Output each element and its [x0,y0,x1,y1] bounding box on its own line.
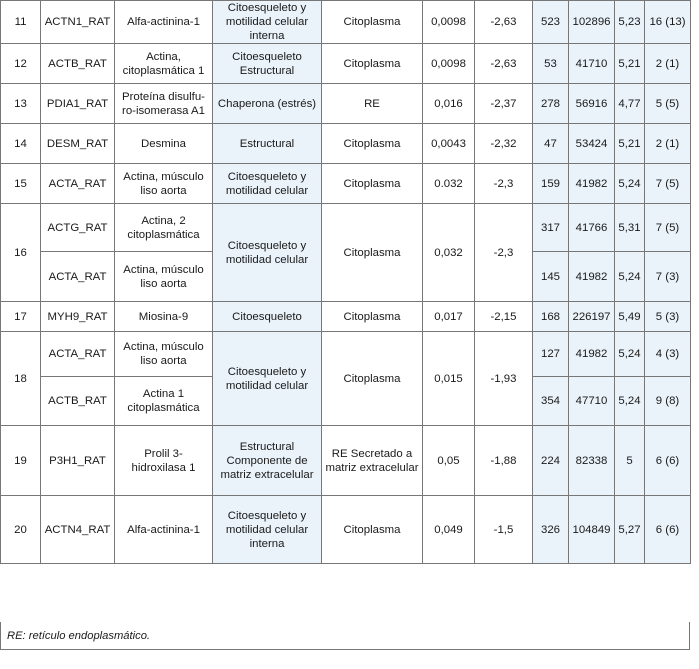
molecular-weight: 47710 [569,377,615,426]
protein-name: Actina, 2 citoplasmática [115,204,213,252]
peptides: 7 (5) [645,204,691,252]
peptides: 2 (1) [645,44,691,84]
p-value: 0,05 [423,426,475,496]
protein-location: Citoplasma [322,124,423,164]
score: 317 [533,204,569,252]
molecular-weight: 41982 [569,252,615,302]
fold-change: -2,32 [475,124,533,164]
molecular-weight: 102896 [569,1,615,44]
fold-change: -2,63 [475,1,533,44]
protein-location: Citoplasma [322,332,423,426]
table-row [1,204,691,252]
isoelectric-point: 5 [615,426,645,496]
table-row [1,426,691,496]
protein-name: Desmina [115,124,213,164]
score: 53 [533,44,569,84]
protein-name: Prolil 3-hidroxilasa 1 [115,426,213,496]
isoelectric-point: 4,77 [615,84,645,124]
fold-change: -1,93 [475,332,533,426]
protein-id: ACTA_RAT [41,164,115,204]
isoelectric-point: 5,21 [615,44,645,84]
row-number: 19 [1,426,41,496]
peptides: 4 (3) [645,332,691,377]
peptides: 6 (6) [645,496,691,564]
row-number: 17 [1,302,41,332]
peptides: 9 (8) [645,377,691,426]
p-value: 0,0043 [423,124,475,164]
protein-name: Actina, citoplasmática 1 [115,44,213,84]
protein-name: Actina, músculo liso aorta [115,332,213,377]
peptides: 7 (5) [645,164,691,204]
score: 326 [533,496,569,564]
protein-location: Citoplasma [322,44,423,84]
p-value: 0,016 [423,84,475,124]
protein-function: Citoesqueleto y motilidad celular interna [213,496,322,564]
protein-location: RE Secretado a matriz extracelular [322,426,423,496]
p-value: 0,0098 [423,44,475,84]
protein-location: RE [322,84,423,124]
p-value: 0,049 [423,496,475,564]
protein-name: Actina, músculo liso aorta [115,252,213,302]
score: 168 [533,302,569,332]
table-footnote: RE: retículo endoplasmático. [0,622,690,650]
fold-change: -2,3 [475,164,533,204]
row-number: 11 [1,1,41,44]
molecular-weight: 53424 [569,124,615,164]
fold-change: -2,15 [475,302,533,332]
molecular-weight: 56916 [569,84,615,124]
row-number: 16 [1,204,41,302]
protein-id: DESM_RAT [41,124,115,164]
table-row [1,84,691,124]
score: 523 [533,1,569,44]
protein-location: Citoplasma [322,496,423,564]
isoelectric-point: 5,21 [615,124,645,164]
protein-function: Citoesqueleto y motilidad celular [213,332,322,426]
score: 354 [533,377,569,426]
protein-function: Citoesqueleto y motilidad celular [213,204,322,302]
molecular-weight: 41982 [569,164,615,204]
row-number: 20 [1,496,41,564]
p-value: 0,017 [423,302,475,332]
score: 47 [533,124,569,164]
protein-id: ACTA_RAT [41,252,115,302]
peptides: 16 (13) [645,1,691,44]
protein-function: Citoesqueleto [213,302,322,332]
peptides: 6 (6) [645,426,691,496]
table-row [1,124,691,164]
p-value: 0,015 [423,332,475,426]
protein-id: ACTG_RAT [41,204,115,252]
protein-location: Citoplasma [322,204,423,302]
p-value: 0,0098 [423,1,475,44]
protein-id: ACTB_RAT [41,44,115,84]
score: 224 [533,426,569,496]
protein-name: Alfa-actinina-1 [115,496,213,564]
peptides: 7 (3) [645,252,691,302]
peptides: 2 (1) [645,124,691,164]
isoelectric-point: 5,24 [615,164,645,204]
table-row [1,164,691,204]
isoelectric-point: 5,31 [615,204,645,252]
protein-function: Chaperona (estrés) [213,84,322,124]
protein-id: PDIA1_RAT [41,84,115,124]
p-value: 0.032 [423,164,475,204]
score: 278 [533,84,569,124]
table-row [1,332,691,377]
protein-name: Actina 1 citoplasmática [115,377,213,426]
isoelectric-point: 5,49 [615,302,645,332]
row-number: 13 [1,84,41,124]
isoelectric-point: 5,24 [615,332,645,377]
protein-location: Citoplasma [322,164,423,204]
molecular-weight: 41766 [569,204,615,252]
fold-change: -1,88 [475,426,533,496]
protein-id: ACTN4_RAT [41,496,115,564]
protein-function: Citoesqueleto y motilidad celular [213,164,322,204]
protein-name: Actina, músculo liso aorta [115,164,213,204]
protein-id: ACTN1_RAT [41,1,115,44]
p-value: 0,032 [423,204,475,302]
molecular-weight: 82338 [569,426,615,496]
protein-id: ACTA_RAT [41,332,115,377]
fold-change: -2,3 [475,204,533,302]
molecular-weight: 104849 [569,496,615,564]
row-number: 15 [1,164,41,204]
protein-name: Proteína disulfu-ro-isomerasa A1 [115,84,213,124]
isoelectric-point: 5,24 [615,377,645,426]
score: 145 [533,252,569,302]
protein-function: Citoesqueleto Estructural [213,44,322,84]
row-number: 12 [1,44,41,84]
table-row [1,302,691,332]
protein-location: Citoplasma [322,302,423,332]
protein-location: Citoplasma [322,1,423,44]
peptides: 5 (5) [645,84,691,124]
protein-function: Estructural [213,124,322,164]
score: 127 [533,332,569,377]
isoelectric-point: 5,24 [615,252,645,302]
molecular-weight: 41710 [569,44,615,84]
fold-change: -2,37 [475,84,533,124]
protein-id: MYH9_RAT [41,302,115,332]
isoelectric-point: 5,23 [615,1,645,44]
peptides: 5 (3) [645,302,691,332]
table-row [1,44,691,84]
table-row [1,1,691,44]
row-number: 14 [1,124,41,164]
score: 159 [533,164,569,204]
molecular-weight: 226197 [569,302,615,332]
row-number: 18 [1,332,41,426]
protein-id: P3H1_RAT [41,426,115,496]
molecular-weight: 41982 [569,332,615,377]
isoelectric-point: 5,27 [615,496,645,564]
table-row [1,496,691,564]
protein-id: ACTB_RAT [41,377,115,426]
protein-name: Alfa-actinina-1 [115,1,213,44]
protein-function: Estructural Componente de matriz extracelular [213,426,322,496]
fold-change: -1,5 [475,496,533,564]
protein-function: Citoesqueleto y motilidad celular interna [213,1,322,44]
protein-name: Miosina-9 [115,302,213,332]
fold-change: -2,63 [475,44,533,84]
